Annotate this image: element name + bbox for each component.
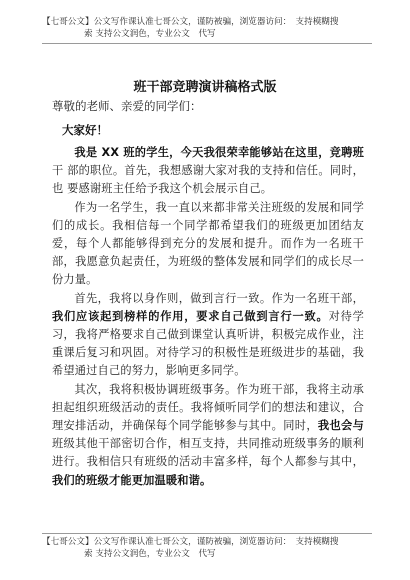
footer-divider	[42, 533, 372, 534]
salutation: 尊敬的老师、亲爱的同学们：	[52, 99, 202, 113]
header-banner-line-2: 索 支持公文润色，专业公文 代写	[84, 29, 216, 39]
footer-banner-line-2: 索 支持公文润色，专业公文 代写	[84, 549, 216, 559]
header-banner	[42, 16, 372, 40]
paragraph-lead-by-example	[52, 290, 364, 381]
example-text-1: 首先，我将以身作则，做到言行一致。作为一名班干部，	[74, 291, 364, 305]
footer-banner-line-1: 【七哥公文】公文写作课认准七哥公文，谨防被骗，浏览器访问： 支持模糊搜	[42, 537, 339, 547]
coordination-text-3: 班级其他干部密切合作，相互支持，共同推动班级事务的顺利进行。我相信只有班级的活动丰富多样，每个人都参与其中，	[52, 437, 364, 469]
paragraph-motivation: 作为一名学生，我一直以来都非常关注班级的发展和同学们的成长。我相信每一个同学都希望我们的班级更加团结友爱，每个人都能够得到充分的发展和提升。而作为一名班干部，我愿意负起责任，为班级的整体发展和同学们的成长尽一份力量。	[52, 200, 364, 287]
coordination-text-4: 我们的班级才能更加温暖和谐。	[52, 473, 212, 487]
paragraph-introduction	[52, 144, 364, 199]
speech-body	[52, 144, 364, 490]
intro-text-3: 时，也 要感谢班主任给予我这个机会展示自己。	[52, 164, 364, 196]
footer-banner	[42, 536, 372, 560]
intro-text-2: 干 部的职位。首先，我想感谢大家对我的支持和信任。同	[52, 164, 342, 178]
example-text-3: 对待学习，我将严格要求自己做到课堂认真听讲，积极完成作业，注重课后复习和巩固。对待学习的积极性是班级进步的基础，我希望通过自己的努力，影响更多同学。	[52, 309, 364, 378]
coordination-text-1: 其次，我将积极协调班级事务。作为班干部，我将主动承担起组织班级活动的责任。我将倾听同学们的想法和建议，合理安排活动，并确保每个同学能够参与其中。同时，	[52, 382, 364, 433]
intro-text-1: 我是 XX 班的学生，今天我很荣幸能够站在这里，竞聘班	[74, 146, 364, 159]
example-text-2: 我们应该起到榜样的作用，要求自己做到言行一致。	[52, 309, 329, 323]
document-title: 班干部竞聘演讲稿格式版	[133, 80, 277, 95]
greeting: 大家好！	[62, 123, 108, 137]
paragraph-coordination	[52, 381, 364, 490]
header-divider	[42, 43, 372, 44]
header-banner-line-1: 【七哥公文】公文写作课认准七哥公文，谨防被骗，浏览器访问： 支持模糊搜	[42, 17, 339, 27]
coordination-text-2: 我也会与	[317, 419, 364, 433]
